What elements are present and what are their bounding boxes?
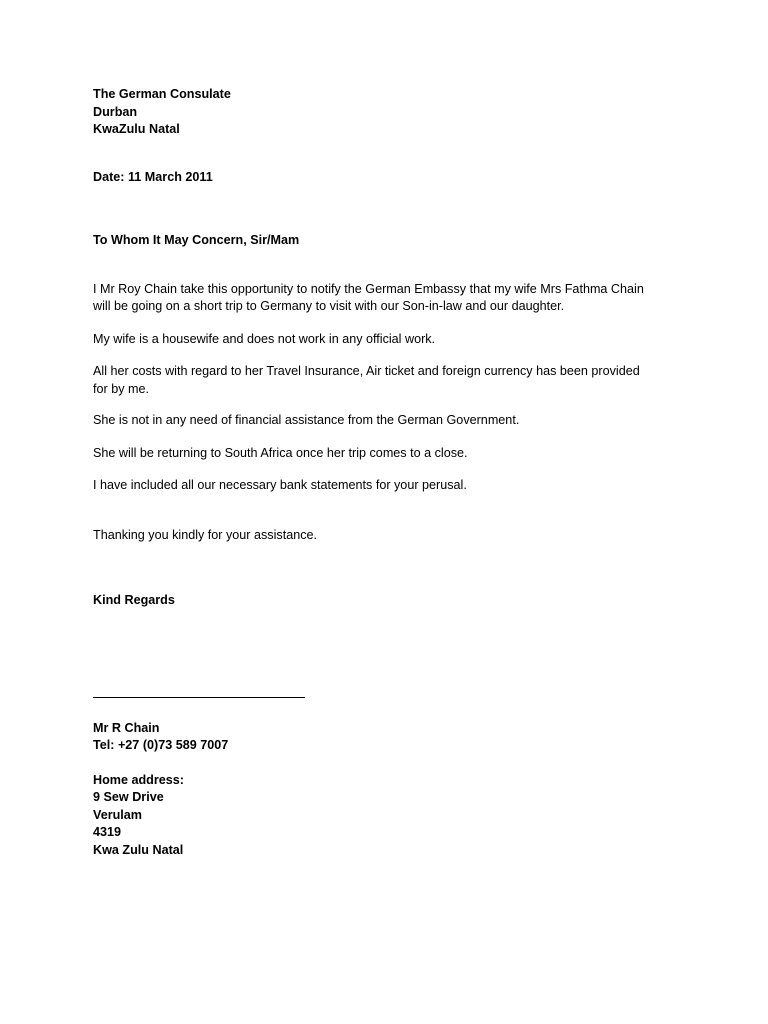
- paragraph-6: I have included all our necessary bank statements for your perusal.: [93, 478, 467, 492]
- paragraph-4: She is not in any need of financial assistance from the German Government.: [93, 413, 520, 427]
- recipient-line-2: Durban: [93, 104, 138, 119]
- signature-block: [93, 720, 693, 755]
- recipient-line-1: The German Consulate: [93, 87, 231, 101]
- recipient-line-3: KwaZulu Natal: [93, 122, 180, 136]
- paragraph-1-line-2: will be going on a short trip to Germany to visit with our Son-in-law and our daughter.: [93, 299, 565, 313]
- home-address-line-1: 9 Sew Drive: [93, 790, 164, 804]
- paragraph-5: She will be returning to South Africa once her trip comes to a close.: [93, 445, 468, 460]
- home-address-block: [93, 772, 693, 860]
- paragraph-3-line-2: for by me.: [93, 381, 149, 396]
- letter-body: [93, 86, 693, 859]
- closing: Kind Regards: [93, 593, 175, 607]
- home-address-line-4: Kwa Zulu Natal: [93, 842, 184, 857]
- paragraph-7: Thanking you kindly for your assistance.: [93, 527, 318, 542]
- home-address-heading: Home address:: [93, 772, 184, 787]
- home-address-line-3: 4319: [93, 825, 122, 839]
- paragraph-3-line-1: All her costs with regard to her Travel Insurance, Air ticket and foreign currency has been provided: [93, 364, 640, 378]
- signer-name: Mr R Chain: [93, 720, 160, 735]
- paragraph-1: [93, 281, 693, 316]
- home-address-line-2: Verulam: [93, 807, 143, 822]
- letter-date: Date: 11 March 2011: [93, 169, 213, 184]
- recipient-block: [93, 86, 693, 139]
- salutation: To Whom It May Concern, Sir/Mam: [93, 233, 300, 247]
- signature-line: [93, 697, 305, 698]
- paragraph-2: My wife is a housewife and does not work in any official work.: [93, 331, 436, 346]
- paragraph-1-line-1: I Mr Roy Chain take this opportunity to notify the German Embassy that my wife Mrs Fathma Chain: [93, 281, 644, 296]
- signer-telephone: Tel: +27 (0)73 589 7007: [93, 738, 229, 752]
- paragraph-3: [93, 363, 693, 398]
